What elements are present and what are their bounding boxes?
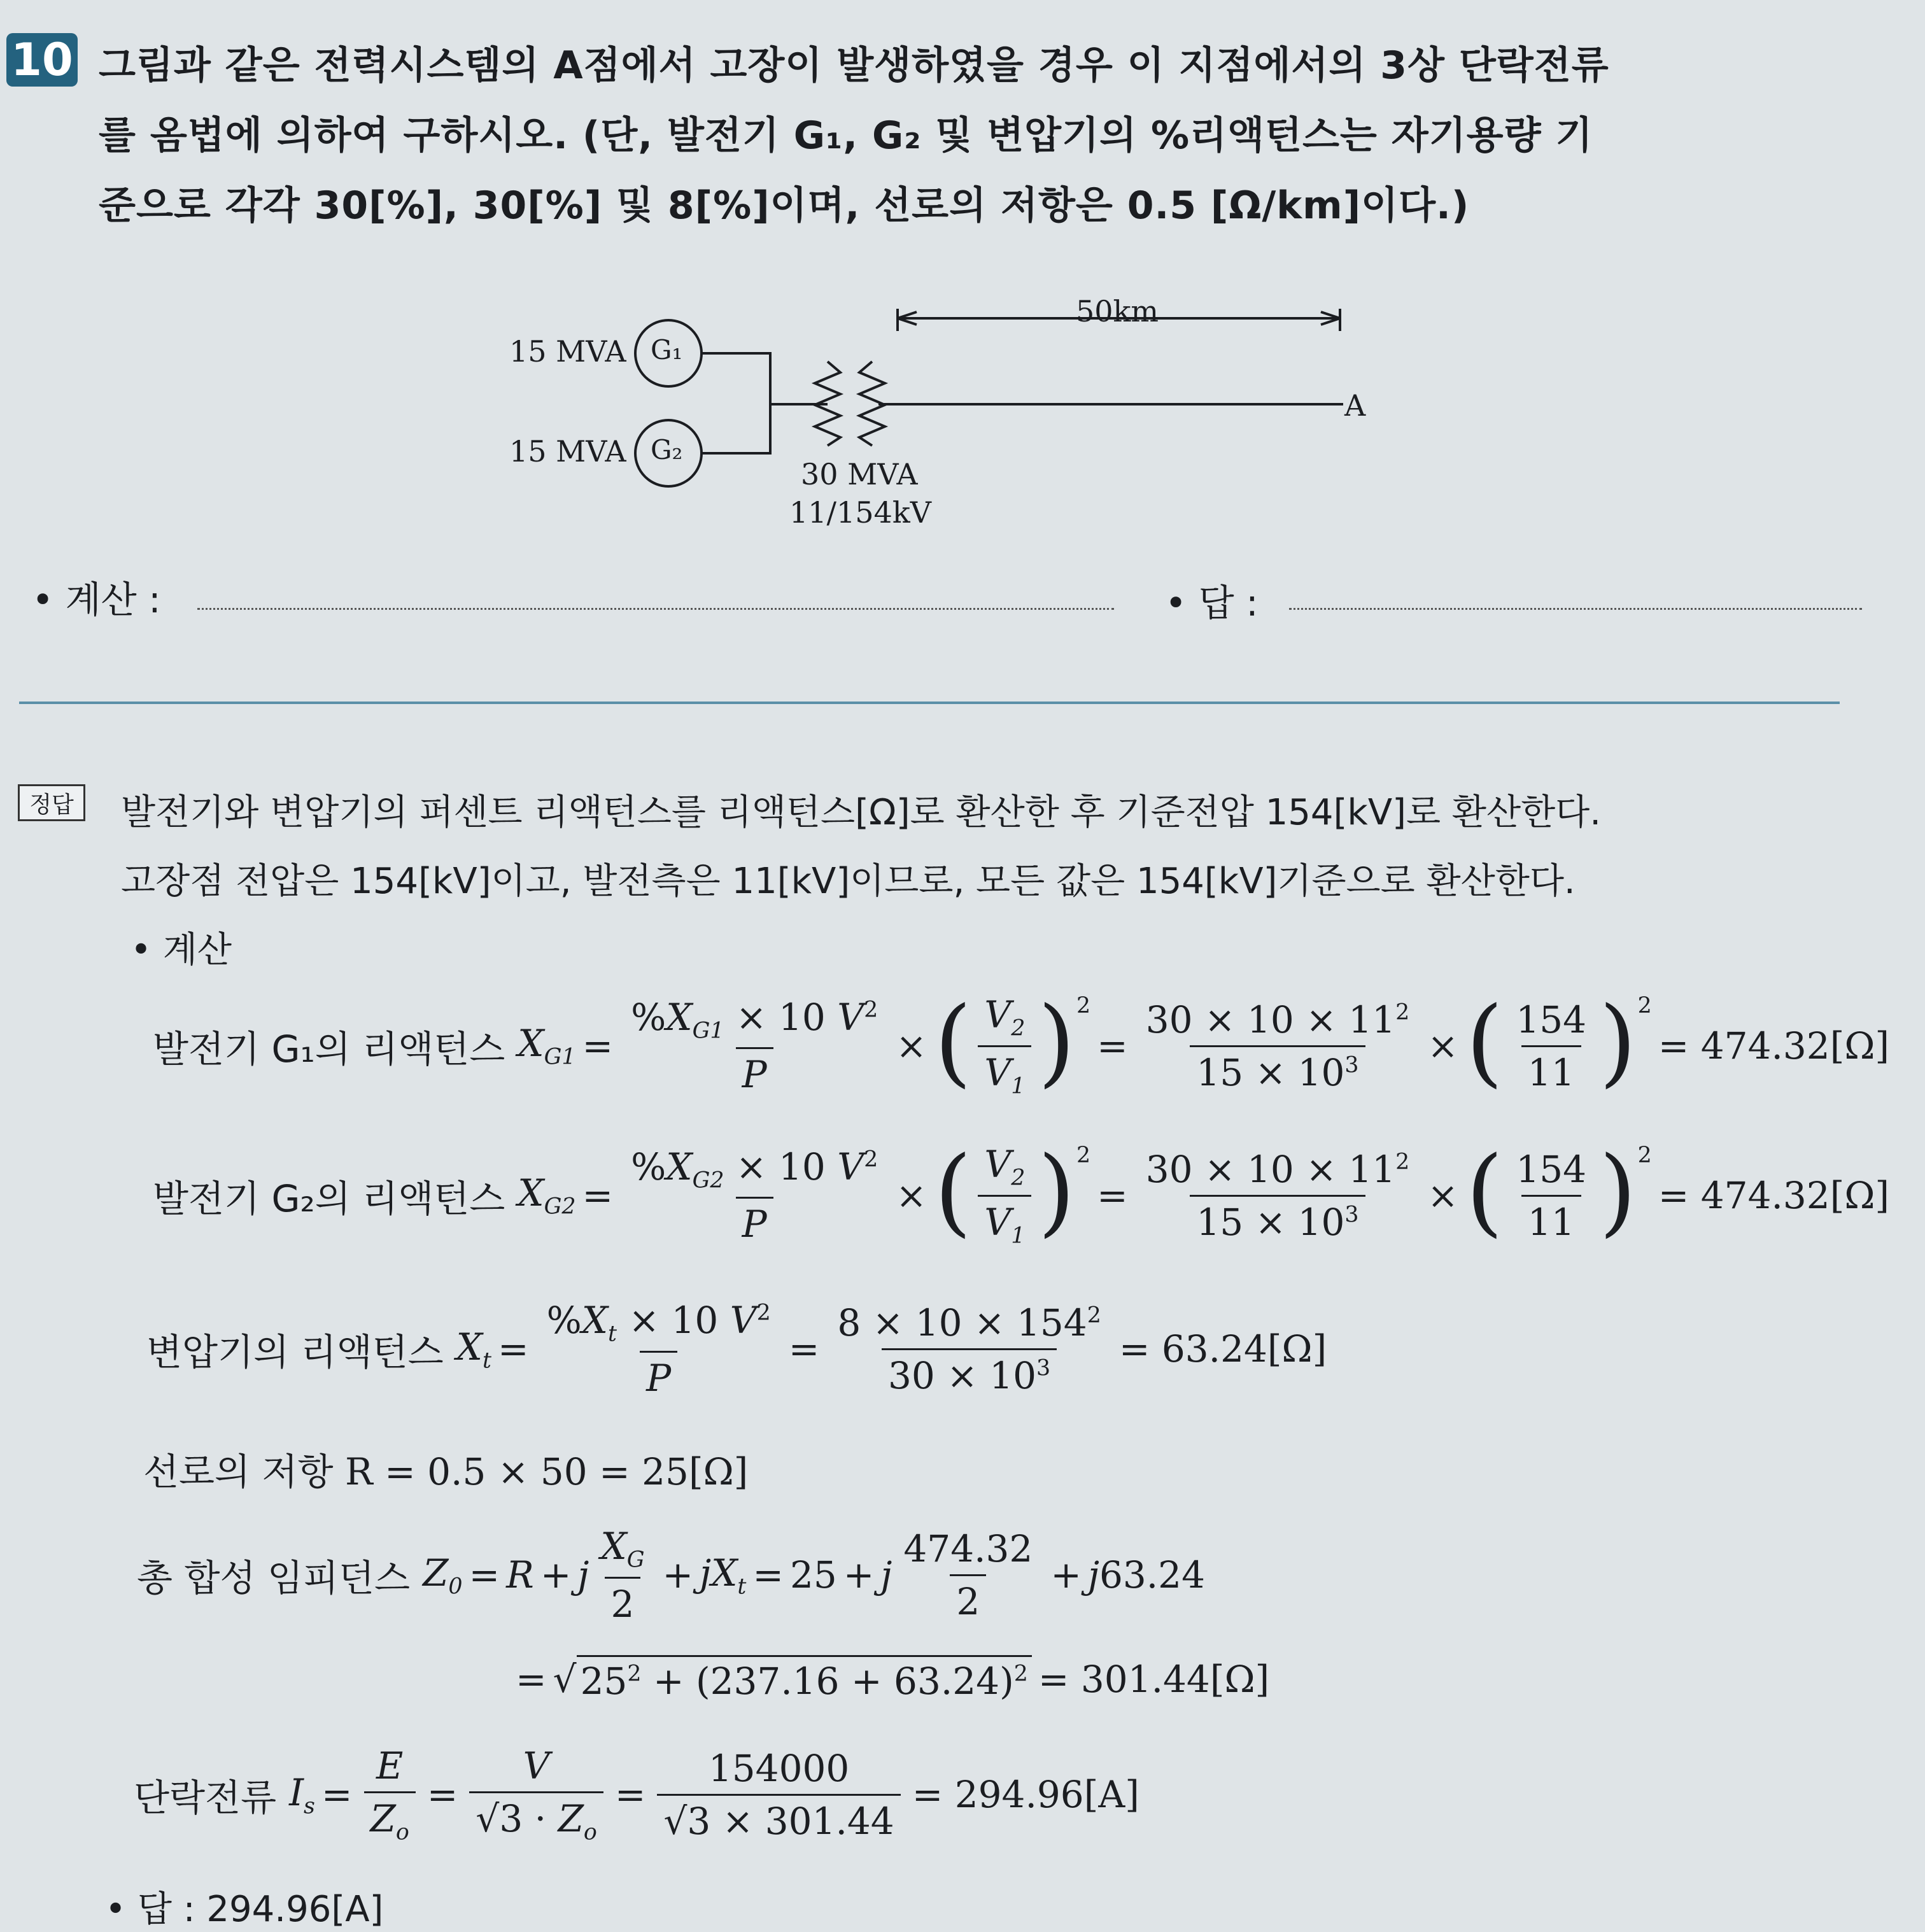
transformer-rating-label: 30 MVA [801,457,918,491]
calc-heading: • 계산 [130,929,232,971]
equation-transformer-reactance: 변압기의 리액턴스 $X_t$ = $\frac{\%X_t \times 10 V^2}{P}$ = $\frac{8 \times 10 \times 154^2}{30 \times 10^3}$ = 63.24[Ω] [146,1299,1327,1400]
g2-rating-label: 15 MVA [509,434,626,469]
answer-blank-label: • 답 : [1165,581,1259,624]
answer-blank-line[interactable] [1289,608,1862,610]
equation-g2-reactance: 발전기 G₂의 리액턴스 $X_{G2}$ = $\frac{\%X_{G2} \times 10 V^2}{P}$ × ( $\frac{V_2}{V_1}$ ) $^2$ = $\frac{30 \times 10 \times 11^2}{15 \times 10^3}$ × ( $\frac{154}{11}$ ) $^2$ = 474.32[Ω] [153,1136,1890,1249]
transformer-voltage-label: 11/154kV [789,495,931,530]
question-line-2: 를 옴법에 의하여 구하시오. (단, 발전기 G₁, G₂ 및 변압기의 %리액턴스는 자기용량 기 [99,113,1593,158]
calc-blank-line[interactable] [197,608,1114,610]
question-line-3: 준으로 각각 30[%], 30[%] 및 8[%]이며, 선로의 저항은 0.5 [Ω/km]이다.) [99,183,1470,228]
solution-intro-1: 발전기와 변압기의 퍼센트 리액턴스를 리액턴스[Ω]로 환산한 후 기준전압 154[kV]로 환산한다. [121,792,1602,833]
calc-blank-label: • 계산 : [32,578,161,621]
equation-g1-reactance: 발전기 G₁의 리액턴스 $X_{G1}$ = $\frac{\%X_{G1} \times 10 V^2}{P}$ × ( $\frac{V_2}{V_1}$ ) $^2$ = $\frac{30 \times 10 \times 11^2}{15 \times 10^3}$ × ( $\frac{154}{11}$ ) $^2$ = 474.32[Ω] [153,987,1890,1099]
equation-impedance-magnitude: = √ $25^2 + (237.16 + 63.24)^2$ = 301.44[Ω] [509,1655,1276,1703]
answer-badge: 정답 [18,784,85,821]
power-system-diagram [497,293,1400,547]
g2-label: G₂ [651,434,683,465]
question-line-1: 그림과 같은 전력시스템의 A점에서 고장이 발생하였을 경우 이 지점에서의 3상 단락전류 [99,43,1609,88]
equation-short-circuit-current: 단락전류 $I_s$ = $\frac{E}{Z_o}$ = $\frac{V}{√3 \cdot Z_o}$ = $\frac{154000}{√3 \times 301.44}$ = 294.96[A] [134,1744,1139,1845]
section-divider [19,702,1840,704]
equation-line-resistance: 선로의 저항 R = 0.5 × 50 = 25[Ω] [143,1450,749,1493]
equation-total-impedance: 총 합성 임피던스 $Z_0$ = R + j $\frac{X_G}{2}$ + $jX_t$ = 25 + j $\frac{474.32}{2}$ + j63.24 [137,1525,1205,1626]
g1-rating-label: 15 MVA [509,334,626,369]
fault-point-label: A [1344,388,1366,423]
solution-intro-2: 고장점 전압은 154[kV]이고, 발전측은 11[kV]이므로, 모든 값은 154[kV]기준으로 환산한다. [121,861,1576,902]
g1-label: G₁ [651,334,683,365]
question-number-badge: 10 [6,33,78,87]
distance-label: 50km [1076,294,1159,328]
final-answer: • 답 : 294.96[A] [105,1889,384,1930]
